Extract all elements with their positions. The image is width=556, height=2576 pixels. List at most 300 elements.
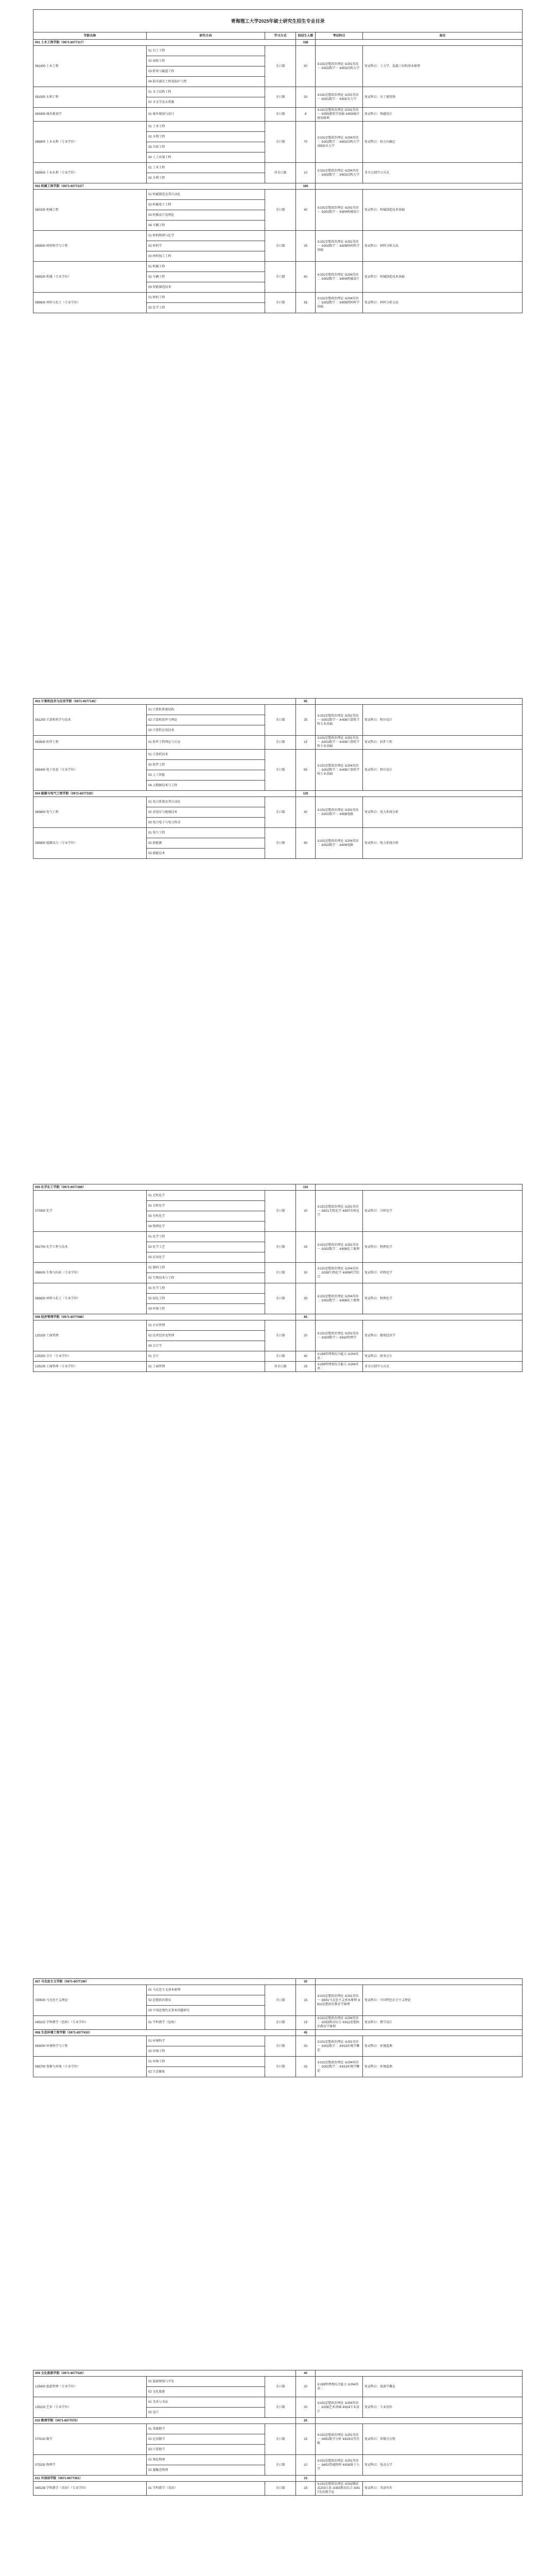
study-mode: 全日制 (265, 190, 296, 231)
research-direction: 03 会计学 (147, 1341, 265, 1351)
table-row (33, 262, 523, 272)
exam-subjects: ①101思想政治理论 ②204英语二 ③302数学二 ④808化工原理 (316, 1283, 363, 1314)
research-direction: 01 电气工程 (147, 828, 265, 838)
enrollment-quota: 35 (296, 1283, 316, 1314)
research-direction: 02 结构工程 (147, 56, 265, 66)
research-direction: 03 计算机应用技术 (147, 725, 265, 736)
research-direction: 01 电力系统及其自动化 (147, 797, 265, 807)
table-row (33, 1263, 523, 1273)
header-note: 备注 (363, 32, 523, 40)
college-section-row (33, 40, 523, 46)
major-name: 083500 软件工程 (33, 736, 147, 750)
remarks: 复试科目：快题设计 (363, 108, 523, 122)
research-direction: 01 化学工程 (147, 1232, 265, 1242)
major-name: 081500 水利工程 (33, 87, 147, 108)
study-mode: 全日制 (265, 2036, 296, 2057)
remarks: 复试科目：环境监测 (363, 2036, 523, 2057)
remarks: 复试科目：分析化学 (363, 1191, 523, 1232)
college-total: 110 (296, 1184, 316, 1191)
major-name: 135100 艺术（专业学位） (33, 2397, 147, 2418)
study-mode: 全日制 (265, 750, 296, 791)
exam-subjects: ①101思想政治理论 ②201英语一 ③301数学一 ④804机械设计 (316, 190, 363, 231)
remarks: 复试科目：软件工程 (363, 736, 523, 750)
enrollment-quota: 20 (296, 2397, 316, 2418)
research-direction: 01 制药工程 (147, 1263, 265, 1273)
study-mode: 非全日制 (265, 1362, 296, 1372)
study-mode: 全日制 (265, 1263, 296, 1283)
college-section-row (33, 1184, 523, 1191)
research-direction: 03 智能制造技术 (147, 282, 265, 293)
major-name: 085900 土木水利（专业学位） (33, 163, 147, 183)
research-direction: 02 水利工程 (147, 173, 265, 183)
exam-subjects: ①101思想政治理论 ②201英语一 ③301数学一 ④408计算机学科专业基础 (316, 736, 363, 750)
research-direction: 01 马克思主义基本原理 (147, 1985, 265, 1995)
research-direction: 01 学科教学（英语） (147, 2482, 265, 2496)
major-name: 083000 环境科学与工程 (33, 2036, 147, 2057)
study-mode: 全日制 (265, 46, 296, 87)
research-direction: 03 材料加工工程 (147, 251, 265, 262)
study-mode: 全日制 (265, 293, 296, 313)
research-direction: 02 水利工程 (147, 132, 265, 142)
research-direction: 02 材料学 (147, 241, 265, 251)
remarks: 复试科目：财务会计 (363, 1351, 523, 1362)
college-spacer (316, 1314, 523, 1320)
table-row (33, 736, 523, 750)
enrollment-quota: 30 (296, 1263, 316, 1283)
catalog-page-3 (33, 1184, 522, 1372)
research-direction: 02 设计 (147, 2408, 265, 2418)
research-direction: 02 环境工程 (147, 2046, 265, 2057)
study-mode: 全日制 (265, 2455, 296, 2476)
study-mode: 全日制 (265, 1232, 296, 1263)
research-direction: 04 物理化学 (147, 1222, 265, 1232)
enrollment-quota: 15 (296, 1985, 316, 2016)
exam-subjects: ①101思想政治理论 ②204英语二 ③302数学二 ④804机械设计 (316, 262, 363, 293)
research-direction: 01 材料物理与化学 (147, 231, 265, 241)
major-name: 083300 城乡规划学 (33, 108, 147, 122)
study-mode: 全日制 (265, 231, 296, 262)
major-name: 085600 材料与化工（专业学位） (33, 1283, 147, 1314)
college-name: 003 计算机技术与应用学院（0971-6077145） (33, 699, 296, 705)
table-row (33, 2016, 523, 2030)
major-name: 125100 工商管理（专业学位） (33, 1362, 147, 1372)
research-direction: 02 生物技术与工程 (147, 1273, 265, 1283)
exam-subjects: ①101思想政治理论 ②201英语一 ③621无机化学 ④807有机化学 (316, 1191, 363, 1232)
research-direction: 02 车辆工程 (147, 272, 265, 282)
major-name: 086000 生物与医药（专业学位） (33, 1263, 147, 1283)
table-row (33, 122, 523, 132)
major-name: 085400 电子信息（专业学位） (33, 750, 147, 791)
research-direction: 01 城乡规划与设计 (147, 108, 265, 122)
enrollment-quota: 8 (296, 108, 316, 122)
table-row (33, 1320, 523, 1331)
table-row (33, 46, 523, 56)
remarks: 复试科目：物理化学 (363, 1232, 523, 1263)
college-total: 85 (296, 1314, 316, 1320)
enrollment-quota: 90 (296, 828, 316, 859)
exam-subjects: ①101思想政治理论 ②201英语一 ③301数学一 ④408计算机学科专业基础 (316, 705, 363, 736)
remarks: 复试科目：微观经济学 (363, 1320, 523, 1351)
research-direction: 04 防灾减灾工程及防护工程 (147, 77, 265, 87)
college-name: 005 化学化工学院（0971-6077266） (33, 1184, 296, 1191)
remarks: 复试科目：环境监测 (363, 2057, 523, 2077)
study-mode: 全日制 (265, 1351, 296, 1362)
research-direction: 03 电力电子与电力传动 (147, 818, 265, 828)
major-name: 120200 工商管理 (33, 1320, 147, 1351)
college-spacer (316, 1184, 523, 1191)
remarks: 非全日制学习方式 (363, 163, 523, 183)
research-direction: 03 中国近现代史基本问题研究 (147, 2006, 265, 2016)
major-name: 045102 学科教学（思政）（专业学位） (33, 2016, 147, 2030)
catalog-table-2 (33, 698, 523, 859)
exam-subjects: ①101思想政治理论 ②201英语一 ③631马克思主义基本原理 ④811思想政治教育学原理 (316, 1985, 363, 2016)
research-direction: 01 无机化学 (147, 1191, 265, 1201)
enrollment-quota: 70 (296, 122, 316, 163)
table-row (33, 750, 523, 760)
remarks: 复试科目：常微分方程 (363, 2424, 523, 2455)
college-name: 011 外国语学院（0971-6077301） (33, 2476, 296, 2482)
table-row (33, 828, 523, 838)
research-direction: 03 人工智能 (147, 770, 265, 781)
college-section-row (33, 791, 523, 797)
college-spacer (316, 2370, 523, 2377)
major-name: 080200 机械工程 (33, 190, 147, 231)
enrollment-quota: 15 (296, 2482, 316, 2496)
table-row (33, 2377, 523, 2387)
research-direction: 02 思想政治教育 (147, 1995, 265, 2006)
research-direction: 02 机械电子工程 (147, 200, 265, 210)
remarks: 复试科目：程序设计 (363, 705, 523, 736)
header-row (33, 32, 523, 40)
major-name: 125400 旅游管理（专业学位） (33, 2377, 147, 2397)
college-spacer (316, 183, 523, 190)
major-name: 045108 学科教学（英语）（专业学位） (33, 2482, 147, 2496)
enrollment-quota: 40 (296, 1351, 316, 1362)
table-row (33, 108, 523, 122)
enrollment-quota: 30 (296, 797, 316, 828)
exam-subjects: ①199管理类综合能力 ②204英语二 (316, 1351, 363, 1362)
college-total: 120 (296, 791, 316, 797)
major-name: 070100 数学 (33, 2424, 147, 2455)
exam-subjects: ①101思想政治理论 ②204英语二 ③338生物化学 ④809药学综合 (316, 1263, 363, 1283)
exam-subjects: ①101思想政治理论 ②204英语二 ③302数学二 ④813环境学概论 (316, 2057, 363, 2077)
research-direction: 02 轻化工程 (147, 1294, 265, 1304)
remarks: 复试科目：电力系统分析 (363, 828, 523, 859)
table-row (33, 705, 523, 715)
exam-subjects: ①101思想政治理论 ②201英语一 ③302数学二 ④805材料科学基础 (316, 231, 363, 262)
remarks: 复试科目：中国特色社会主义理论 (363, 1985, 523, 2016)
major-name: 070200 物理学 (33, 2455, 147, 2476)
enrollment-quota: 10 (296, 163, 316, 183)
remarks: 复试科目：水工建筑物 (363, 87, 523, 108)
study-mode: 全日制 (265, 2482, 296, 2496)
exam-subjects: ①101思想政治理论 ②204英语二 ③302数学二 ④408计算机学科专业基础 (316, 750, 363, 791)
table-body (33, 40, 523, 313)
remarks: 复试科目：英语写作 (363, 2482, 523, 2496)
college-spacer (316, 791, 523, 797)
exam-subjects: ①101思想政治理论 ②201英语一 ③652普通物理 ④816量子力学 (316, 2455, 363, 2476)
enrollment-quota: 25 (296, 231, 316, 262)
research-direction: 03 桥梁与隧道工程 (147, 66, 265, 77)
college-name: 010 数理学院（0971-6077075） (33, 2418, 296, 2424)
catalog-table-5 (33, 2370, 523, 2496)
catalog-table-3 (33, 1184, 523, 1372)
catalog-title: 青海理工大学2025年硕士研究生招生专业目录 (33, 10, 523, 32)
exam-subjects: ①101思想政治理论 ②201英语一 ③303数学三 ④810管理学 (316, 1320, 363, 1351)
college-name: 002 机械工程学院（0971-6077237） (33, 183, 296, 190)
college-spacer (316, 2030, 523, 2036)
table-row (33, 1283, 523, 1294)
exam-subjects: ①101思想政治理论 ②202俄语或203日语 ③333教育综合 ④817英语教学论 (316, 2482, 363, 2496)
header-mode: 学习方式 (265, 32, 296, 40)
major-name: 081200 计算机科学与技术 (33, 705, 147, 736)
study-mode: 全日制 (265, 1320, 296, 1351)
research-direction: 01 计算机技术 (147, 750, 265, 760)
study-mode: 全日制 (265, 2377, 296, 2397)
enrollment-quota: 20 (296, 1320, 316, 1351)
major-name: 125300 会计（专业学位） (33, 1351, 147, 1362)
research-direction: 01 水工结构工程 (147, 87, 265, 97)
table-row (33, 2036, 523, 2046)
study-mode: 全日制 (265, 108, 296, 122)
exam-subjects: ①199管理类综合能力 ②204英语二 (316, 2377, 363, 2397)
major-name: 085500 机械（专业学位） (33, 262, 147, 293)
research-direction: 01 计算机系统结构 (147, 705, 265, 715)
college-total: 45 (296, 2030, 316, 2036)
study-mode: 全日制 (265, 2016, 296, 2030)
remarks: 复试科目：机械制造技术基础 (363, 190, 523, 231)
college-name: 006 经济管理学院（0971-6077088） (33, 1314, 296, 1320)
table-row (33, 2455, 523, 2465)
college-section-row (33, 699, 523, 705)
research-direction: 02 化学工艺 (147, 1242, 265, 1252)
college-name: 009 文化旅游学院（0971-6077520） (33, 2370, 296, 2377)
research-direction: 02 化学工程 (147, 303, 265, 313)
research-direction: 02 软件工程 (147, 760, 265, 770)
major-name: 080800 电气工程 (33, 797, 147, 828)
study-mode: 全日制 (265, 736, 296, 750)
research-direction: 01 岩土工程 (147, 46, 265, 56)
enrollment-quota: 40 (296, 190, 316, 231)
study-mode: 全日制 (265, 87, 296, 108)
major-name: 085800 能源动力（专业学位） (33, 828, 147, 859)
research-direction: 01 理论物理 (147, 2455, 265, 2465)
exam-subjects: ①101思想政治理论 ②201英语一 ③301数学一 ④801结构力学 (316, 46, 363, 87)
exam-subjects: ①101思想政治理论 ②201英语一 ③302数学二 ④808化工原理 (316, 1232, 363, 1263)
table-row (33, 163, 523, 173)
enrollment-quota: 25 (296, 1362, 316, 1372)
catalog-table-4 (33, 1978, 523, 2077)
remarks: 复试科目：药物化学 (363, 1263, 523, 1283)
enrollment-quota: 25 (296, 1232, 316, 1263)
research-direction: 01 会计 (147, 1351, 265, 1362)
research-direction: 01 环境工程 (147, 2057, 265, 2067)
remarks: 复试科目：电动力学 (363, 2455, 523, 2476)
college-spacer (316, 699, 523, 705)
study-mode: 全日制 (265, 2424, 296, 2455)
research-direction: 01 机械工程 (147, 262, 265, 272)
research-direction: 01 机械制造及其自动化 (147, 190, 265, 200)
table-row (33, 293, 523, 303)
enrollment-quota: 20 (296, 1191, 316, 1232)
catalog-table-1 (33, 9, 523, 313)
exam-subjects: ①101思想政治理论 ②201英语一 ③302数学二 ④813环境学概论 (316, 2036, 363, 2057)
enrollment-quota: 10 (296, 2455, 316, 2476)
remarks: 复试科目：程序设计 (363, 750, 523, 791)
exam-subjects: ①101思想政治理论 ②201英语一 ③651数学分析 ④815高等代数 (316, 2424, 363, 2455)
research-direction: 01 土木工程 (147, 163, 265, 173)
table-row (33, 2057, 523, 2067)
research-direction: 04 车辆工程 (147, 221, 265, 231)
college-section-row (33, 2370, 523, 2377)
research-direction: 02 应用数学 (147, 2434, 265, 2445)
exam-subjects: ①101思想政治理论 ②204英语二 ③333教育综合 ④812思想政治教育学原理 (316, 2016, 363, 2030)
college-total: 158 (296, 40, 316, 46)
catalog-page-4 (33, 1978, 522, 2077)
study-mode: 全日制 (265, 828, 296, 859)
enrollment-quota: 20 (296, 2377, 316, 2397)
enrollment-quota: 15 (296, 2016, 316, 2030)
study-mode: 全日制 (265, 2057, 296, 2077)
college-section-row (33, 183, 523, 190)
college-section-row (33, 1979, 523, 1985)
study-mode: 全日制 (265, 705, 296, 736)
enrollment-quota: 20 (296, 2036, 316, 2057)
research-direction: 03 有机化学 (147, 1211, 265, 1222)
research-direction: 04 人工环境工程 (147, 152, 265, 163)
exam-subjects: ①101思想政治理论 ②204英语二 ③302数学二 ④801结构力学或802水力学 (316, 122, 363, 163)
college-section-row (33, 2418, 523, 2424)
research-direction: 01 软件工程理论与方法 (147, 736, 265, 750)
table-row (33, 1985, 523, 1995)
research-direction: 01 旅游规划与开发 (147, 2377, 265, 2387)
research-direction: 02 技术经济及管理 (147, 1331, 265, 1341)
major-name: 070300 化学 (33, 1191, 147, 1232)
research-direction: 02 生态修复 (147, 2067, 265, 2077)
table-body (33, 699, 523, 859)
table-body (33, 1184, 523, 1372)
exam-subjects: ①101思想政治理论 ②204英语二 ③336艺术基础 ④814专业设计 (316, 2397, 363, 2418)
enrollment-quota: 35 (296, 293, 316, 313)
study-mode: 全日制 (265, 122, 296, 163)
college-total: 95 (296, 699, 316, 705)
college-section-row (33, 1314, 523, 1320)
study-mode: 全日制 (265, 262, 296, 293)
college-spacer (316, 2418, 523, 2424)
college-total: 160 (296, 183, 316, 190)
table-row (33, 1362, 523, 1372)
enrollment-quota: 25 (296, 705, 316, 736)
enrollment-quota: 50 (296, 46, 316, 87)
college-spacer (316, 2476, 523, 2482)
table-row (33, 1351, 523, 1362)
college-total: 30 (296, 1979, 316, 1985)
college-name: 004 能源与电气工程学院（0971-6077330） (33, 791, 296, 797)
college-spacer (316, 1979, 523, 1985)
remarks: 复试科目：材料分析方法 (363, 231, 523, 262)
research-direction: 02 文化旅游 (147, 2387, 265, 2397)
college-section-row (33, 2476, 523, 2482)
remarks: 复试科目：土力学、混凝土结构基本原理 (363, 46, 523, 87)
study-mode: 非全日制 (265, 163, 296, 183)
research-direction: 03 机械设计及理论 (147, 210, 265, 221)
enrollment-quota: 15 (296, 736, 316, 750)
table-row (33, 231, 523, 241)
header-direction: 研究方向 (147, 32, 265, 40)
remarks: 复试科目：物理化学 (363, 1283, 523, 1314)
research-direction: 01 基础数学 (147, 2424, 265, 2434)
remarks: 复试科目：按方向确定 (363, 122, 523, 163)
study-mode: 全日制 (265, 2397, 296, 2418)
research-direction: 01 环境科学 (147, 2036, 265, 2046)
college-total: 25 (296, 2418, 316, 2424)
research-direction: 01 化学工程 (147, 1283, 265, 1294)
table-body (33, 2370, 523, 2496)
major-name: 085700 资源与环境（专业学位） (33, 2057, 147, 2077)
table-row (33, 190, 523, 200)
research-direction: 02 高电压与绝缘技术 (147, 807, 265, 818)
remarks: 复试科目：机械制造技术基础 (363, 262, 523, 293)
remarks: 复试科目：旅游学概论 (363, 2377, 523, 2397)
catalog-page-2 (33, 698, 522, 859)
research-direction: 03 环境工程 (147, 1304, 265, 1314)
research-direction: 02 水文学及水资源 (147, 97, 265, 108)
major-name: 080500 材料科学与工程 (33, 231, 147, 262)
enrollment-quota: 15 (296, 2424, 316, 2455)
college-spacer (316, 40, 523, 46)
exam-subjects: ①101思想政治理论 ②204英语二 ③302数学二 ④806电路 (316, 828, 363, 859)
remarks: 非全日制学习方式 (363, 1362, 523, 1372)
research-direction: 01 学科教学（思政） (147, 2016, 265, 2030)
research-direction: 01 企业管理 (147, 1320, 265, 1331)
college-total: 15 (296, 2476, 316, 2482)
research-direction: 02 新能源 (147, 838, 265, 849)
enrollment-quota: 20 (296, 87, 316, 108)
table-body (33, 1979, 523, 2077)
research-direction: 01 材料工程 (147, 293, 265, 303)
table-row (33, 797, 523, 807)
study-mode: 全日制 (265, 1191, 296, 1232)
research-direction: 01 美术与书法 (147, 2397, 265, 2408)
major-name: 085900 土木水利（专业学位） (33, 122, 147, 163)
enrollment-quota: 25 (296, 2057, 316, 2077)
research-direction: 03 储能技术 (147, 849, 265, 859)
exam-subjects: ①101思想政治理论 ②201英语一 ③301数学一 ④806电路 (316, 797, 363, 828)
exam-subjects: ①199管理类综合能力 ②204英语二 (316, 1362, 363, 1372)
college-name: 001 土木工程学院（0971-6077117） (33, 40, 296, 46)
college-name: 008 生态环境工程学院（0971-6077410） (33, 2030, 296, 2036)
remarks: 复试科目：电力系统分析 (363, 797, 523, 828)
table-row (33, 1191, 523, 1201)
major-name: 081400 土木工程 (33, 46, 147, 87)
research-direction: 01 工商管理 (147, 1362, 265, 1372)
major-name: 030500 马克思主义理论 (33, 1985, 147, 2016)
header-exam: 考试科目 (316, 32, 363, 40)
major-name: 085600 材料与化工（专业学位） (33, 293, 147, 313)
header-quota: 拟招生人数 (296, 32, 316, 40)
college-section-row (33, 2030, 523, 2036)
table-row (33, 2424, 523, 2434)
catalog-page-5 (33, 2370, 522, 2496)
enrollment-quota: 55 (296, 750, 316, 791)
major-name: 081700 化学工程与技术 (33, 1232, 147, 1263)
research-direction: 02 凝聚态物理 (147, 2465, 265, 2476)
exam-subjects: ①101思想政治理论 ②201英语一 ③355建筑学基础 ④803城市规划原理 (316, 108, 363, 122)
research-direction: 03 市政工程 (147, 142, 265, 152)
table-row (33, 2397, 523, 2408)
research-direction: 03 计算数学 (147, 2445, 265, 2455)
college-total: 40 (296, 2370, 316, 2377)
